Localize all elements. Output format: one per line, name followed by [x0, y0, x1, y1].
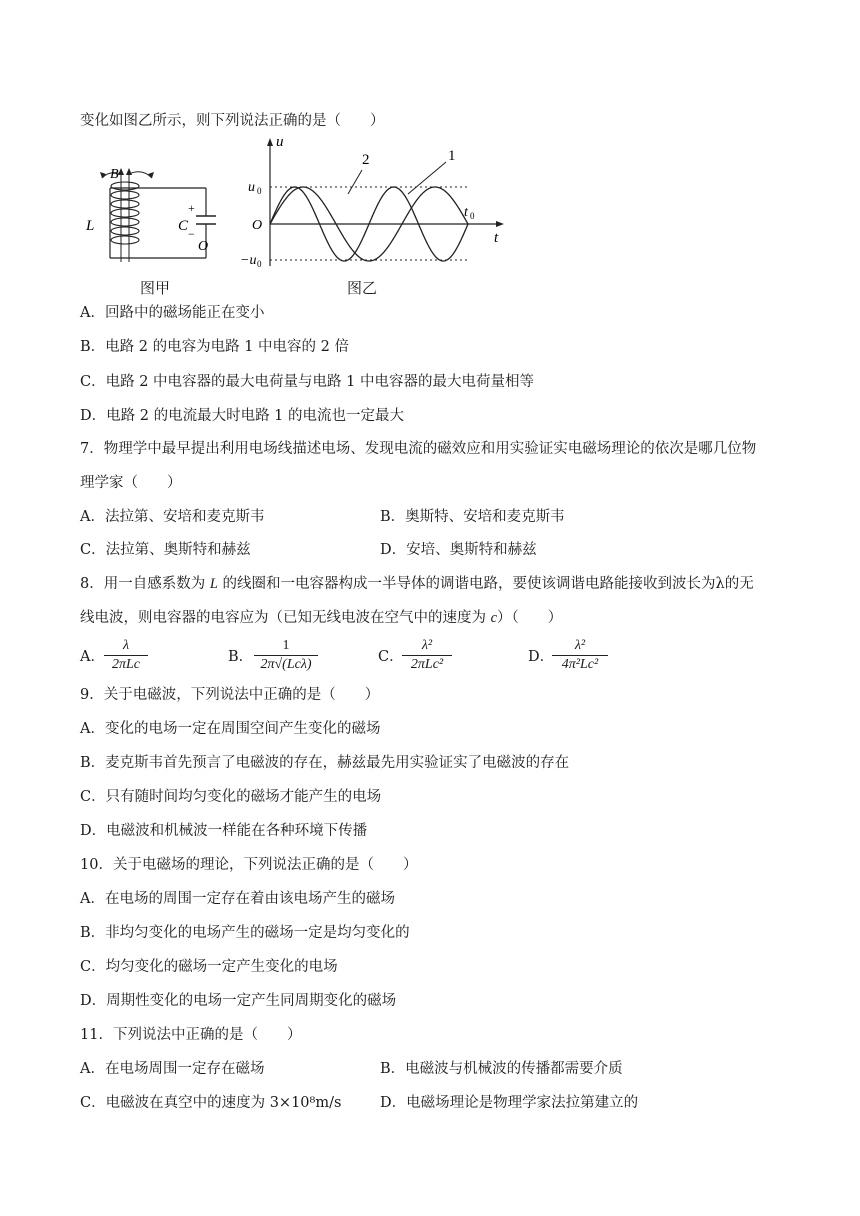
q9-option-c: C．只有随时间均匀变化的磁场才能产生的电场	[80, 789, 382, 805]
q11-option-a: A．在电场周围一定存在磁场	[80, 1061, 265, 1077]
q7-option-d: D．安培、奥斯特和赫兹	[380, 542, 537, 558]
q8-option-c-letter: C．	[378, 649, 404, 665]
q11-stem: 11．下列说法中正确的是（ ）	[80, 1027, 302, 1043]
q6-option-b: B．电路 2 的电容为电路 1 中电容的 2 倍	[80, 339, 349, 355]
q8-option-d-fraction: λ² 4π²Lc²	[552, 638, 608, 673]
q11-option-d: D．电磁场理论是物理学家法拉第建立的	[380, 1095, 639, 1111]
figure-yi-caption: 图乙	[347, 279, 378, 297]
q8-option-b-fraction: 1 2π√(Lcλ)	[254, 638, 318, 673]
q8-stem-line1: 8．用一自感系数为 L 的线圈和一电容器构成一半导体的调谐电路，要使该调谐电路能接收到波长为λ的无	[80, 576, 754, 592]
q9-option-a: A．变化的电场一定在周围空间产生变化的磁场	[80, 721, 381, 737]
figure-jia-caption: 图甲	[140, 279, 171, 297]
q8-option-a-letter: A．	[80, 649, 105, 665]
q7-option-a: A．法拉第、安培和麦克斯韦	[80, 509, 265, 525]
q7-stem-line2: 理学家（ ）	[80, 475, 182, 491]
q9-option-d: D．电磁波和机械波一样能在各种环境下传播	[80, 823, 368, 839]
axis-u-label: u	[276, 134, 284, 150]
figure-jia-circuit	[80, 150, 220, 270]
label-plus: +	[188, 201, 195, 215]
q10-option-b: B．非均匀变化的电场产生的磁场一定是均匀变化的	[80, 925, 410, 941]
q8-option-d-letter: D．	[528, 649, 555, 665]
q6-option-d: D．电路 2 的电流最大时电路 1 的电流也一定最大	[80, 408, 405, 424]
t0-label: t	[464, 205, 468, 220]
curve-2-label: 2	[362, 152, 370, 168]
q10-option-a: A．在电场的周围一定存在着由该电场产生的磁场	[80, 891, 395, 907]
label-minus: −	[188, 227, 195, 241]
label-B: B	[110, 167, 119, 182]
q7-option-c: C．法拉第、奥斯特和赫兹	[80, 542, 251, 558]
q8-stem-line2: 线电波，则电容器的电容应为（已知无线电波在空气中的速度为 c）（ ）	[80, 610, 563, 626]
q9-option-b: B．麦克斯韦首先预言了电磁波的存在，赫兹最先用实验证实了电磁波的存在	[80, 755, 570, 771]
u0-label: u	[248, 180, 255, 195]
neg-u0-label: −u	[240, 253, 257, 268]
q11-option-b: B．电磁波与机械波的传播都需要介质	[380, 1061, 623, 1077]
q8-option-b-letter: B．	[228, 649, 254, 665]
q10-option-d: D．周期性变化的电场一定产生同周期变化的磁场	[80, 993, 397, 1009]
q9-stem: 9．关于电磁波，下列说法中正确的是（ ）	[80, 687, 380, 703]
q7-stem-line1: 7．物理学中最早提出利用电场线描述电场、发现电流的磁效应和用实验证实电磁场理论的依次是哪几位物	[80, 441, 757, 457]
q10-option-c: C．均匀变化的磁场一定产生变化的电场	[80, 959, 338, 975]
q6-option-c: C．电路 2 中电容器的最大电荷量与电路 1 中电容器的最大电荷量相等	[80, 374, 534, 390]
t0-sub: 0	[470, 211, 475, 221]
figure-yi-waveform	[240, 134, 510, 274]
q8-option-a-fraction: λ 2πLc	[104, 638, 148, 673]
u0-sub: 0	[257, 186, 262, 196]
q8-option-c-fraction: λ² 2πLc²	[402, 638, 452, 673]
q7-option-b: B．奥斯特、安培和麦克斯韦	[380, 509, 565, 525]
intro-line: 变化如图乙所示，则下列说法正确的是（ ）	[80, 113, 385, 129]
origin-label: O	[252, 218, 263, 233]
q11-option-c: C．电磁波在真空中的速度为 3×10⁸m/s	[80, 1095, 342, 1111]
label-O: O	[198, 239, 209, 254]
q10-stem: 10．关于电磁场的理论，下列说法正确的是（ ）	[80, 857, 418, 873]
label-C: C	[178, 218, 189, 234]
axis-t-label: t	[494, 230, 499, 246]
neg-u0-sub: 0	[257, 259, 262, 269]
label-L: L	[86, 218, 95, 234]
q6-option-a: A．回路中的磁场能正在变小	[80, 305, 265, 321]
curve-1-label: 1	[448, 148, 456, 164]
